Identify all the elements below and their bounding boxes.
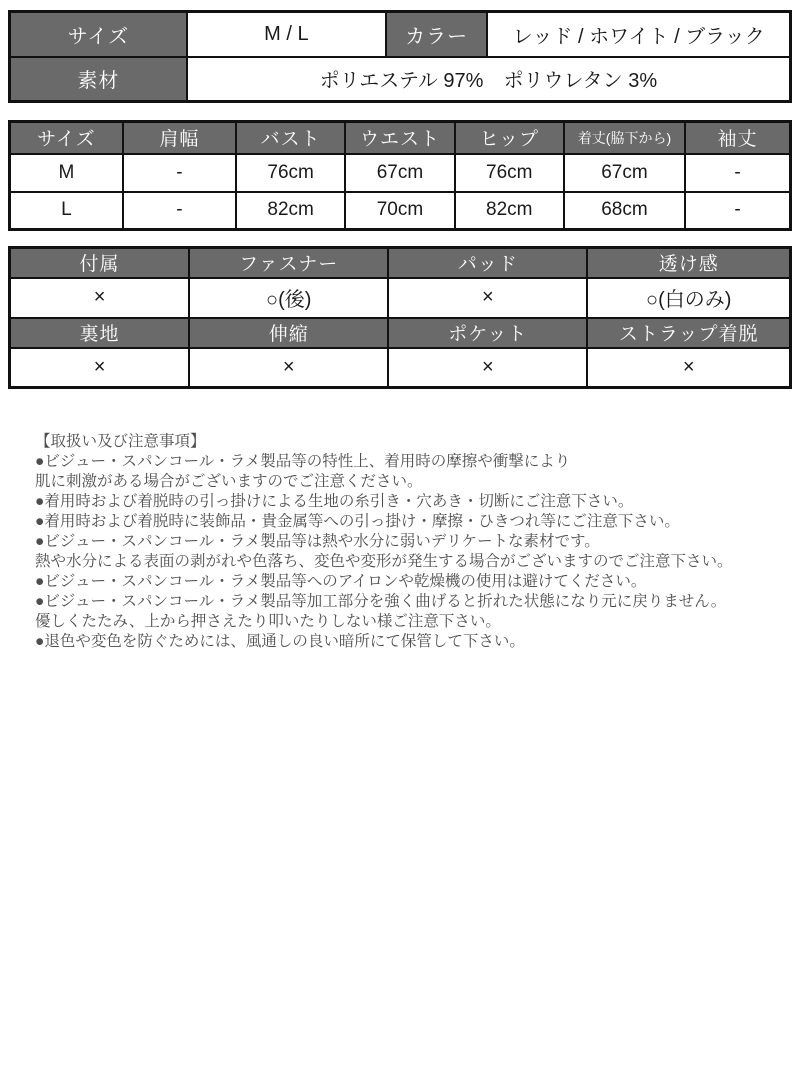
care-note-line: ●ビジュー・スパンコール・ラメ製品等加工部分を強く曲げると折れた状態になり元に戻りません。 — [35, 593, 727, 610]
cell-fastener: ○(後) — [189, 278, 388, 318]
care-note-line: ●着用時および着脱時の引っ掛けによる生地の糸引き・穴あき・切断にご注意下さい。 — [35, 493, 634, 510]
cell-size: L — [10, 192, 123, 230]
care-notes-title: 【取扱い及び注意事項】 — [35, 433, 206, 450]
cell-bust: 76cm — [236, 154, 345, 192]
col-header-pad: パッド — [388, 248, 587, 278]
care-note-line: ●着用時および着脱時に装飾品・貴金属等への引っ掛け・摩擦・ひきつれ等にご注意下さい。 — [35, 513, 680, 530]
care-note-line: ●退色や変色を防ぐためには、風通しの良い暗所にて保管して下さい。 — [35, 633, 525, 650]
cell-waist: 70cm — [345, 192, 454, 230]
size-value-cell: M / L — [187, 12, 386, 57]
feature-value-row-2 — [10, 348, 791, 388]
col-header-stretch: 伸縮 — [189, 318, 388, 348]
col-header-lining: 裏地 — [10, 318, 190, 348]
col-header-size: サイズ — [10, 122, 123, 154]
care-note-line: ●ビジュー・スパンコール・ラメ製品等へのアイロンや乾燥機の使用は避けてください。 — [35, 573, 647, 590]
col-header-strap: ストラップ着脱 — [587, 318, 790, 348]
cell-length: 67cm — [564, 154, 685, 192]
cell-shoulder: - — [123, 192, 236, 230]
cell-accessory: × — [10, 278, 190, 318]
cell-pad: × — [388, 278, 587, 318]
care-note-line: ●ビジュー・スパンコール・ラメ製品等は熱や水分に弱いデリケートな素材です。 — [35, 533, 600, 550]
col-header-bust: バスト — [236, 122, 345, 154]
cell-strap: × — [587, 348, 790, 388]
care-note-line: 熱や水分による表面の剥がれや色落ち、変色や変形が発生する場合がございますのでご注意下さい。 — [35, 553, 733, 570]
col-header-shoulder: 肩幅 — [123, 122, 236, 154]
col-header-hip: ヒップ — [455, 122, 564, 154]
feature-header-row-2 — [10, 318, 791, 348]
col-header-sheerness: 透け感 — [587, 248, 790, 278]
care-note-line: 優しくたたみ、上から押さえたり叩いたりしない様ご注意下さい。 — [35, 613, 501, 630]
material-label-cell: 素材 — [10, 57, 187, 102]
col-header-pocket: ポケット — [388, 318, 587, 348]
spec-row-material — [10, 57, 791, 102]
col-header-fastener: ファスナー — [189, 248, 388, 278]
cell-length: 68cm — [564, 192, 685, 230]
cell-bust: 82cm — [236, 192, 345, 230]
color-value-cell: レッド / ホワイト / ブラック — [487, 12, 790, 57]
cell-sheerness: ○(白のみ) — [587, 278, 790, 318]
col-header-sleeve: 袖丈 — [685, 122, 791, 154]
measurement-row-l — [10, 192, 791, 230]
col-header-waist: ウエスト — [345, 122, 454, 154]
measurement-row-m — [10, 154, 791, 192]
cell-size: M — [10, 154, 123, 192]
care-note-line: 肌に刺激がある場合がございますのでご注意ください。 — [35, 473, 423, 490]
col-header-accessory: 付属 — [10, 248, 190, 278]
care-note-line: ●ビジュー・スパンコール・ラメ製品等の特性上、着用時の摩擦や衝撃により — [35, 453, 571, 470]
cell-hip: 76cm — [455, 154, 564, 192]
cell-lining: × — [10, 348, 190, 388]
cell-stretch: × — [189, 348, 388, 388]
cell-hip: 82cm — [455, 192, 564, 230]
measurement-table — [8, 120, 792, 231]
care-notes — [35, 432, 770, 652]
material-value-cell: ポリエステル 97% ポリウレタン 3% — [187, 57, 791, 102]
spec-table — [8, 10, 792, 103]
size-label-cell: サイズ — [10, 12, 187, 57]
color-label-cell: カラー — [386, 12, 488, 57]
spec-row-size-color — [10, 12, 791, 57]
cell-sleeve: - — [685, 154, 791, 192]
cell-waist: 67cm — [345, 154, 454, 192]
cell-sleeve: - — [685, 192, 791, 230]
feature-table — [8, 246, 792, 389]
measurement-header-row — [10, 122, 791, 154]
feature-value-row-1 — [10, 278, 791, 318]
col-header-length: 着丈(脇下から) — [564, 122, 685, 154]
feature-header-row-1 — [10, 248, 791, 278]
cell-shoulder: - — [123, 154, 236, 192]
cell-pocket: × — [388, 348, 587, 388]
